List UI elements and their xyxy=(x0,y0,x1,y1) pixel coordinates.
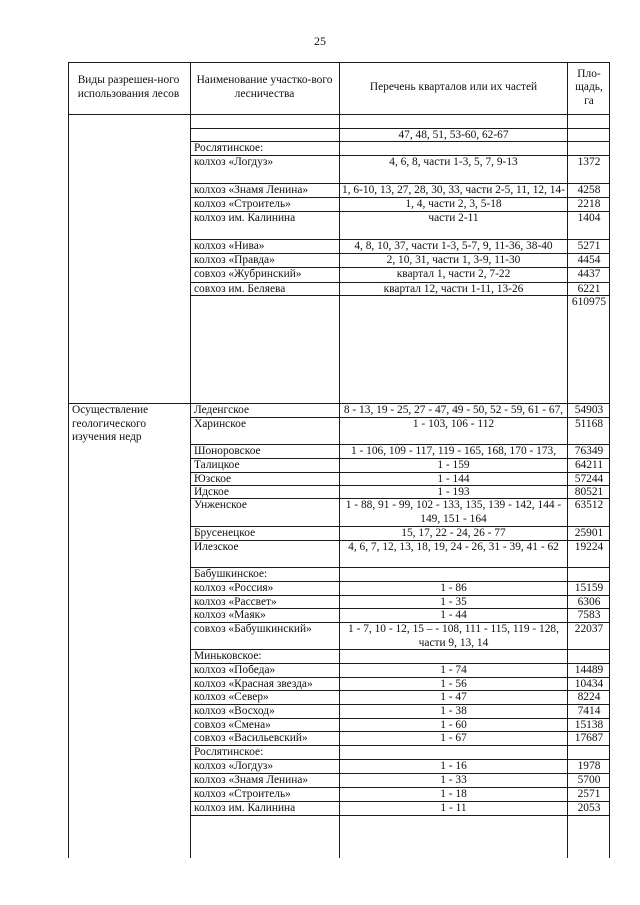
table-cell-c4: 10434 xyxy=(574,678,604,690)
table-cell-c4: 64211 xyxy=(574,459,604,471)
table-cell-c3 xyxy=(340,296,567,403)
table-cell-c4 xyxy=(568,568,610,581)
table-cell-c3: 1 - 44 xyxy=(440,609,467,621)
table-cell-c2: колхоз им. Калинина xyxy=(194,802,296,814)
table-cell-c3: 1 - 60 xyxy=(440,719,467,731)
table-cell-c3: 1 - 38 xyxy=(440,705,467,717)
table-cell-c2: колхоз «Красная звезда» xyxy=(194,678,313,690)
table-cell-c4: 6221 xyxy=(577,283,601,295)
table-cell-c3: 8 - 13, 19 - 25, 27 - 47, 49 - 50, 52 - 59, 61 - 67, xyxy=(343,404,564,416)
header-area: Пло-щадь, га xyxy=(575,67,603,107)
table-cell-c2: колхоз «Восход» xyxy=(194,705,275,717)
table-cell-c2: совхоз «Смена» xyxy=(194,719,271,731)
table-cell-c2: Миньковское: xyxy=(194,650,262,662)
table-cell-c1: Осуществление геологического изучения недр xyxy=(72,404,149,444)
table-cell-c2: Рослятинское: xyxy=(194,746,264,758)
table-cell-c4: 54903 xyxy=(574,404,604,416)
table-cell-c3: 1 - 7, 10 - 12, 15 – - 108, 111 - 115, 119 - 128, части 9, 13, 14 xyxy=(348,623,559,649)
table-cell-c3: квартал 12, части 1-11, 13-26 xyxy=(383,283,524,295)
table-cell-c2: Леденгское xyxy=(194,404,250,416)
table-cell-c4: 80521 xyxy=(574,486,604,498)
table-cell-c3: 1 - 106, 109 - 117, 119 - 165, 168, 170 - 173, xyxy=(350,445,557,457)
table-cell-c2: совхоз «Васильевский» xyxy=(194,732,308,744)
table-cell-c2: колхоз «Знамя Ленина» xyxy=(194,184,309,196)
header-divider xyxy=(68,114,610,115)
table-cell-c4: 15138 xyxy=(574,719,604,731)
table-cell-c3: 1, 4, части 2, 3, 5-18 xyxy=(405,198,502,210)
table-cell-c4: 15159 xyxy=(574,582,604,594)
table-cell-c2: колхоз «Рассвет» xyxy=(194,596,277,608)
header-forestry-name: Наименование участко-вого лесничества xyxy=(196,74,333,100)
table-cell-c4: 7414 xyxy=(577,705,601,717)
table-cell-c4: 5271 xyxy=(577,240,601,252)
table-cell-c2: колхоз им. Калинина xyxy=(194,212,296,224)
table-cell-c4 xyxy=(568,650,610,663)
table-cell-c4: 57244 xyxy=(574,473,604,485)
table-cell-c2: колхоз «Маяк» xyxy=(194,609,266,621)
table-cell-c4: 2571 xyxy=(577,788,601,800)
table-cell-c3: 1 - 86 xyxy=(440,582,467,594)
table-cell-c2: совхоз «Жубринский» xyxy=(194,268,302,280)
table-cell-c4: 63512 xyxy=(574,499,604,511)
table-cell-c4: 2218 xyxy=(577,198,601,210)
table-cell-c3 xyxy=(340,568,567,581)
table-cell-c3: 1 - 47 xyxy=(440,691,467,703)
table-cell-c4: 25901 xyxy=(574,527,604,539)
table-cell-c4: 51168 xyxy=(574,418,604,430)
table-cell-c3: 1 - 88, 91 - 99, 102 - 133, 135, 139 - 142, 144 - 149, 151 - 164 xyxy=(345,499,562,525)
table-cell-c3: 4, 8, 10, 37, части 1-3, 5-7, 9, 11-36, 38-40 xyxy=(354,240,553,252)
table-cell-c2: колхоз «Логдуз» xyxy=(194,760,274,772)
table-cell-c2: Рослятинское: xyxy=(194,142,264,154)
table-cell-c3: 1 - 144 xyxy=(437,473,470,485)
table-cell-c4 xyxy=(568,746,610,759)
table-cell-c2: Брусенецкое xyxy=(194,527,256,539)
table-cell-c3: 47, 48, 51, 53-60, 62-67 xyxy=(398,129,509,141)
table-cell-c3: 1 - 16 xyxy=(440,760,467,772)
table-cell-c2: колхоз «Логдуз» xyxy=(194,156,274,168)
table-cell-c3: 4, 6, 8, части 1-3, 5, 7, 9-13 xyxy=(389,156,518,168)
table-cell-c2: колхоз «Нива» xyxy=(194,240,265,252)
table-cell-c4: 1404 xyxy=(577,212,601,224)
table-cell-c2: Идское xyxy=(194,486,229,498)
table-cell-c4: 6306 xyxy=(577,596,601,608)
table-cell-c2 xyxy=(191,129,338,141)
table-cell-c4: 610975 xyxy=(571,296,607,308)
table-cell-c3: 15, 17, 22 - 24, 26 - 77 xyxy=(401,527,506,539)
table-cell-c2: Унженское xyxy=(194,499,247,511)
table-cell-c4: 14489 xyxy=(574,664,604,676)
table-cell-c3: 4, 6, 7, 12, 13, 18, 19, 24 - 26, 31 - 39, 41 - 62 xyxy=(348,541,559,553)
table-cell-c2: Юзское xyxy=(194,473,232,485)
table-cell-c2: колхоз «Строитель» xyxy=(194,198,291,210)
table-cell-c2: колхоз «Строитель» xyxy=(194,788,291,800)
table-cell-c2: колхоз «Россия» xyxy=(194,582,274,594)
row-divider xyxy=(190,815,610,816)
table-cell-c2: Илезское xyxy=(194,541,239,553)
table-cell-c2: колхоз «Победа» xyxy=(194,664,276,676)
table-cell-c4 xyxy=(568,129,610,141)
land-use-table xyxy=(68,62,610,858)
table-cell-c2: Бабушкинское: xyxy=(194,568,268,580)
table-cell-c2: Харинское xyxy=(194,418,247,430)
table-cell-c3 xyxy=(340,746,567,759)
table-cell-c3: 2, 10, 31, части 1, 3-9, 11-30 xyxy=(386,254,521,266)
table-cell-c4: 8224 xyxy=(577,691,601,703)
table-cell-c2: совхоз «Бабушкинский» xyxy=(194,623,312,635)
table-cell-c3: 1 - 159 xyxy=(437,459,470,471)
table-cell-c3 xyxy=(340,650,567,663)
table-cell-c3: 1 - 74 xyxy=(440,664,467,676)
table-cell-c3: 1 - 103, 106 - 112 xyxy=(412,418,495,430)
table-cell-c2: Талицкое xyxy=(194,459,240,471)
table-cell-c3: 1 - 33 xyxy=(440,774,467,786)
table-cell-c2: колхоз «Север» xyxy=(194,691,269,703)
table-cell-c4: 76349 xyxy=(574,445,604,457)
table-cell-c4 xyxy=(568,142,610,155)
table-cell-c3: квартал 1, части 2, 7-22 xyxy=(396,268,511,280)
table-cell-c4: 22037 xyxy=(574,623,604,635)
table-cell-c3: 1 - 56 xyxy=(440,678,467,690)
table-cell-c4: 1978 xyxy=(577,760,601,772)
table-cell-c3: 1 - 193 xyxy=(437,486,470,498)
table-cell-c2: совхоз им. Беляева xyxy=(194,283,286,295)
table-cell-c4: 4258 xyxy=(577,184,601,196)
table-cell-c4: 7583 xyxy=(577,609,601,621)
header-use-type: Виды разрешен-ного использования лесов xyxy=(77,74,180,100)
table-cell-c2 xyxy=(191,296,338,403)
table-cell-c2: колхоз «Знамя Ленина» xyxy=(194,774,309,786)
table-cell-c4: 4454 xyxy=(577,254,601,266)
table-cell-c3: 1 - 11 xyxy=(440,802,467,814)
table-cell-c3: части 2-11 xyxy=(428,212,479,224)
table-cell-c3: 1 - 67 xyxy=(440,732,467,744)
header-quarters-list: Перечень кварталов или их частей xyxy=(369,81,538,94)
table-cell-c3: 1, 6-10, 13, 27, 28, 30, 33, части 2-5, 11, 12, 14- xyxy=(342,184,565,196)
table-cell-c3: 1 - 18 xyxy=(440,788,467,800)
table-cell-c2: колхоз «Правда» xyxy=(194,254,275,266)
page-number: 25 xyxy=(314,34,326,48)
table-cell-c4: 19224 xyxy=(574,541,604,553)
table-cell-c4: 17687 xyxy=(574,732,604,744)
table-cell-c3 xyxy=(340,142,567,155)
table-cell-c4: 4437 xyxy=(577,268,601,280)
table-cell-c4: 5700 xyxy=(577,774,601,786)
table-cell-c4: 2053 xyxy=(577,802,601,814)
table-cell-c2: Шоноровское xyxy=(194,445,261,457)
table-cell-c3: 1 - 35 xyxy=(440,596,467,608)
table-cell-c4: 1372 xyxy=(577,156,601,168)
